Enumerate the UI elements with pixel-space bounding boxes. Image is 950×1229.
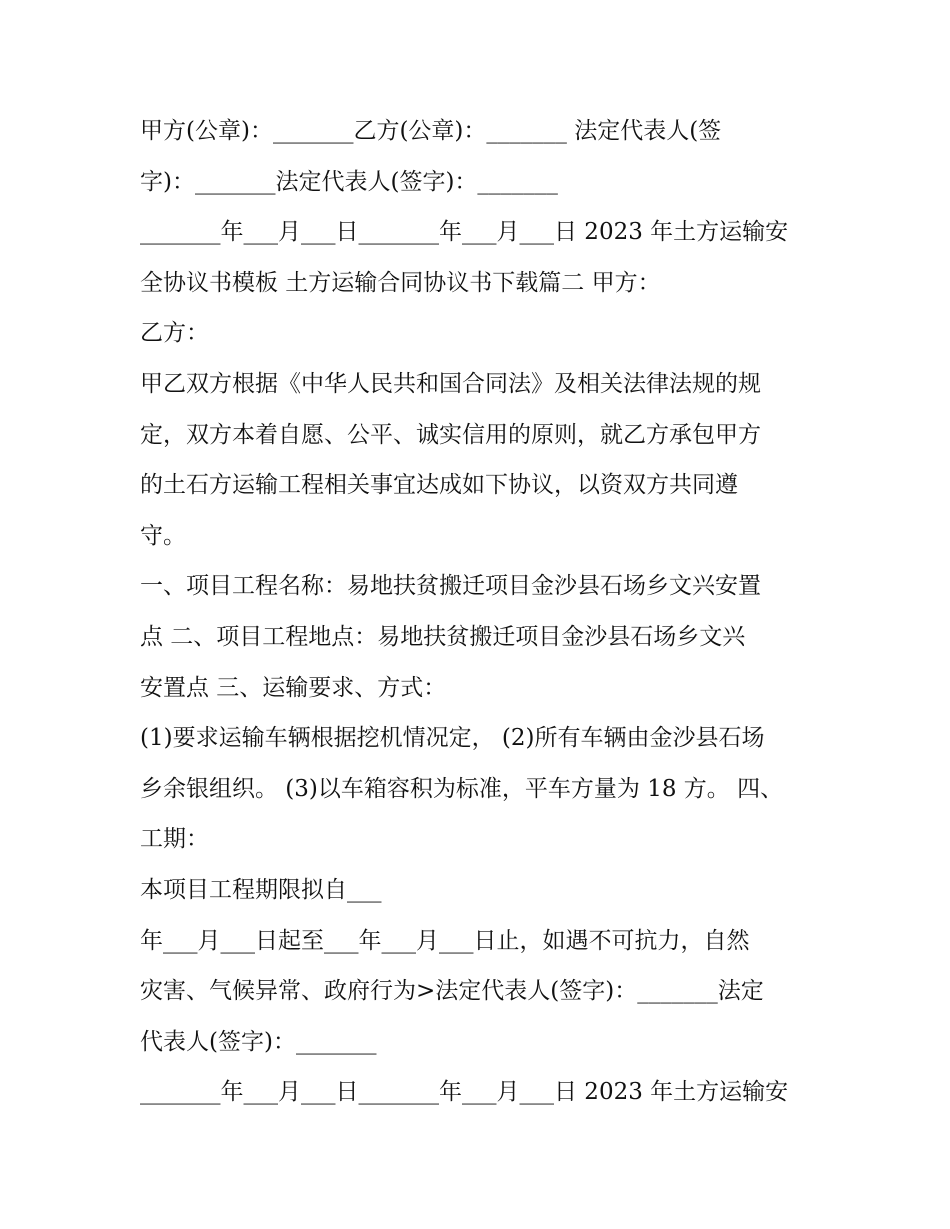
text-line: (1)要求运输车辆根据挖机情况定， (2)所有车辆由金沙县石场	[140, 725, 765, 752]
text-line: 代表人(签字)：_______	[140, 1028, 377, 1055]
text-line: _______年___月___日_______年___月___日 2023 年土方运输安	[140, 1079, 789, 1106]
text-line: 守。	[140, 522, 186, 549]
text-line: 全协议书模板 土方运输合同协议书下载篇二 甲方：	[140, 269, 661, 296]
text-line: 字)：_______法定代表人(签字)：_______	[140, 168, 558, 195]
text-line: 甲方(公章)：_______乙方(公章)：_______ 法定代表人(签	[140, 118, 722, 144]
text-line: 乡余银组织。 (3)以车箱容积为标准，平车方量为 18 方。 四、	[140, 775, 784, 802]
text-line: 乙方：	[140, 320, 209, 347]
text-line: 年___月___日起至___年___月___日止，如遇不可抗力，自然	[140, 927, 750, 954]
document-body	[140, 106, 820, 1118]
text-line: 本项目工程期限拟自___	[140, 876, 382, 903]
text-line: 安置点 三、运输要求、方式：	[140, 674, 447, 701]
text-line: 甲乙双方根据《中华人民共和国合同法》及相关法律法规的规	[140, 370, 761, 397]
text-line: 点 二、项目工程地点：易地扶贫搬迁项目金沙县石场乡文兴	[140, 623, 746, 650]
text-line: 定，双方本着自愿、公平、诚实信用的原则，就乙方承包甲方	[140, 421, 761, 448]
text-line: 灾害、气候异常、政府行为>法定代表人(签字)：_______法定	[140, 978, 764, 1005]
text-line: 工期：	[140, 826, 209, 853]
text-line: 的土石方运输工程相关事宜达成如下协议，以资双方共同遵	[140, 472, 738, 499]
text-line: _______年___月___日_______年___月___日 2023 年土方运输安	[140, 219, 789, 246]
text-line: 一、项目工程名称：易地扶贫搬迁项目金沙县石场乡文兴安置	[140, 573, 761, 600]
